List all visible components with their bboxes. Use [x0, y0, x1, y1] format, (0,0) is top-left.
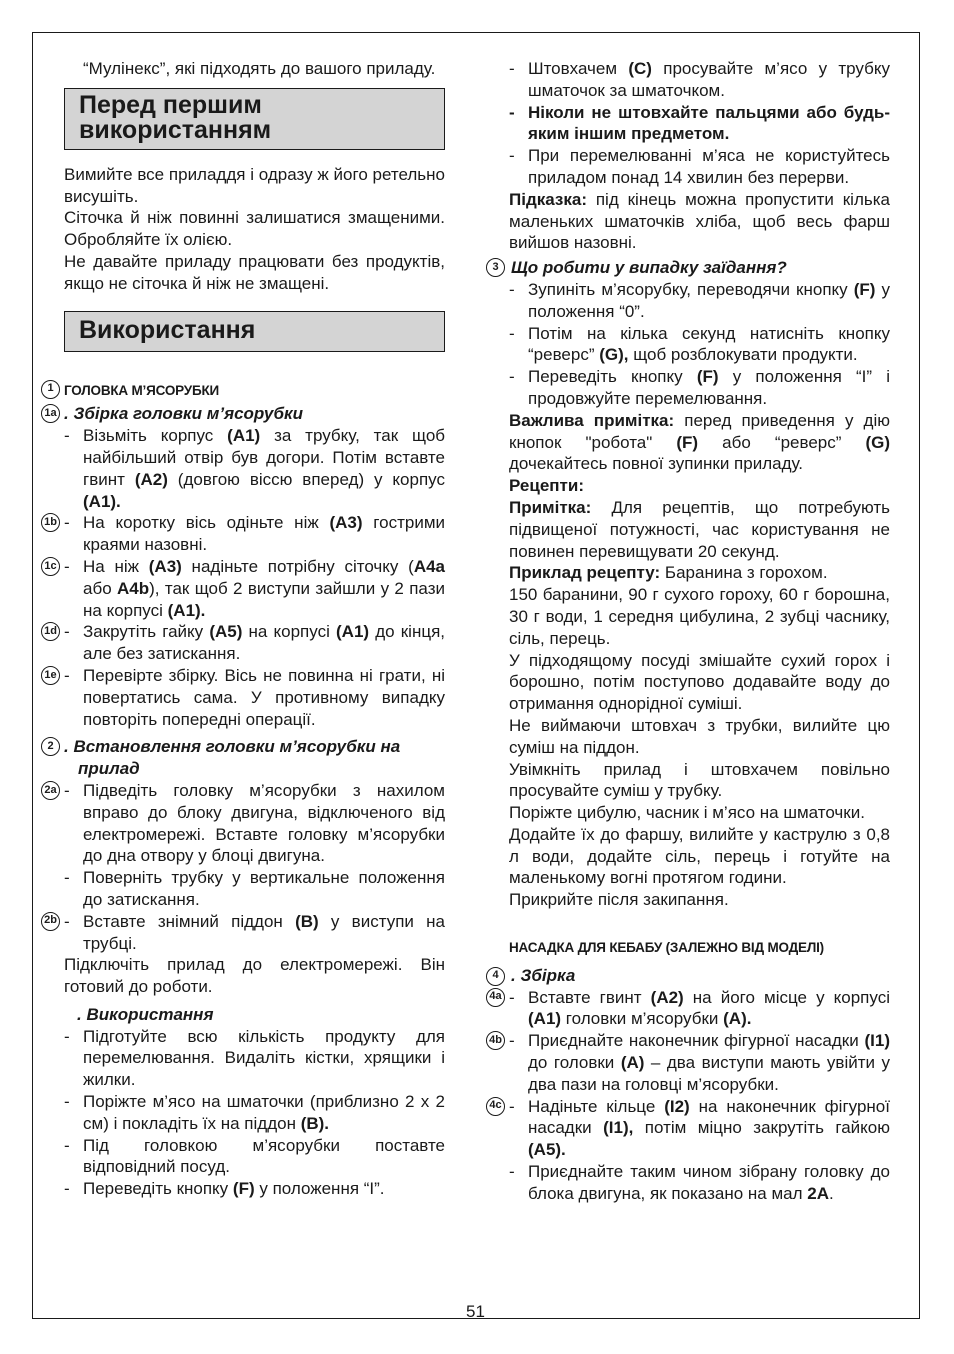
step-badge-1e: 1e: [41, 666, 60, 685]
bullet-dash: -: [64, 780, 70, 800]
bullet-dash: -: [509, 1162, 515, 1182]
step-badge-2b: 2b: [41, 912, 60, 931]
bullet-dash: -: [64, 426, 70, 446]
use-steps: [64, 1026, 445, 1200]
bullet-dash: -: [509, 323, 515, 343]
list-item: [64, 1135, 445, 1179]
paragraph: Сіточка й ніж повинні залишатися змащеними. Обробляйте їх олією.: [64, 208, 445, 250]
list-item: [44, 556, 445, 621]
step-badge-4: 4: [486, 967, 505, 986]
list-item-text: Надіньте кільце (I2) на наконечник фігурної насадки (I1), потім міцно закрутіть гайкою (A5).: [528, 1096, 890, 1160]
step-badge-2: 2: [41, 737, 60, 756]
recipe-note: Примітка: Для рецептів, що потребують підвищеної потужності, час користування не повинен перевищувати 20 секунд.: [509, 497, 890, 561]
step-badge-1a: 1a: [41, 404, 60, 423]
bullet-dash: -: [509, 987, 515, 1007]
step-badge-1c: 1c: [41, 557, 60, 576]
recipe-paragraph: Прикрийте після закипання.: [509, 890, 729, 910]
list-item-text: Перевірте збірку. Вісь не повинна ні грати, ні повертатись сама. У противному випадку повторіть попередні операції.: [83, 665, 445, 729]
list-item: [509, 279, 890, 323]
bullet-dash: -: [509, 279, 515, 299]
list-item: [509, 145, 890, 189]
list-item-text: Поріжте м’ясо на шматочки (приблизно 2 x 2 см) і покладіть їх на піддон (B).: [83, 1092, 445, 1133]
bullet-dash: -: [64, 513, 70, 533]
recipe-paragraph: Додайте їх до фаршу, вилийте у каструлю з 0,8 л води, додайте сіль, перець і готуйте на маленькому вогні протягом години.: [509, 824, 890, 888]
list-item: [509, 58, 890, 102]
list-item-text: Під головкою м’ясорубки поставте відповідний посуд.: [83, 1135, 445, 1177]
list-item-text: Зупиніть м’ясорубку, переводячи кнопку (F) у положення “0”.: [528, 279, 890, 321]
page-number: 51: [466, 1302, 485, 1321]
kebab-heading: НАСАДКА ДЛЯ КЕБАБУ (ЗАЛЕЖНО ВІД МОДЕЛІ): [509, 940, 824, 956]
use-steps-continued: [509, 58, 890, 189]
important-note: Важлива примітка: перед приведення у дію кнопок "робота" (F) або “реверс” (G) дочекайтесь повної зупинки приладу.: [509, 410, 891, 474]
subheading-assembly: [41, 403, 445, 425]
list-item-text: При перемелюванні м’яса не користуйтесь приладом понад 14 хвилин без перерви.: [528, 146, 890, 187]
list-item-text: Вставте гвинт (A2) на його місце у корпусі (A1) головки м’ясорубки (A).: [528, 987, 890, 1029]
bullet-dash: -: [64, 911, 70, 931]
bullet-dash: -: [64, 622, 70, 642]
subheading-grinder-head: [41, 379, 445, 402]
recipe-example-title: Приклад рецепту: Баранина з горохом.: [509, 563, 828, 583]
list-item-text: Підготуйте всю кількість продукту для перемелювання. Видаліть кістки, хрящики і жилки.: [83, 1026, 445, 1090]
kebab-steps: [489, 987, 891, 1205]
list-item: [44, 621, 445, 665]
subheading-text: . Збірка: [511, 965, 576, 985]
step-badge-3: 3: [486, 258, 505, 277]
bullet-dash: -: [64, 1092, 70, 1112]
section-heading-usage: [64, 311, 445, 352]
subheading-text: . Встановлення головки м’ясорубки на прилад: [64, 737, 401, 779]
list-item: [44, 512, 446, 556]
list-item-text: Візьміть корпус (A1) за трубку, так щоб найбільший отвір був догори. Потім вставте гвинт (A2) (довгою віссю вперед) у корпус (A1).: [83, 426, 446, 511]
recipes-label: Рецепти:: [509, 476, 584, 496]
connect-text: Підключіть прилад до електромережі. Він готовий до роботи.: [64, 955, 445, 997]
bullet-dash: -: [64, 1026, 70, 1046]
bullet-dash: -: [509, 146, 515, 166]
step-badge-2a: 2a: [41, 781, 60, 800]
subheading-mount-head: [41, 736, 445, 780]
list-item-text: Поверніть трубку у вертикальне положення до затискання.: [83, 868, 445, 909]
bullet-dash: -: [509, 1031, 515, 1051]
list-item: [44, 911, 445, 955]
assembly-steps: [44, 425, 446, 730]
list-item: [64, 1091, 445, 1135]
list-item: [44, 780, 445, 867]
paragraph: Не давайте приладу працювати без продуктів, якщо не сіточка й ніж не змащені.: [64, 251, 445, 293]
list-item: [509, 102, 890, 146]
intro-text: “Мулінекс”, які підходять до вашого приладу.: [83, 59, 436, 78]
heading-text: Використання: [79, 315, 256, 344]
list-item-text: На коротку вісь одіньте ніж (A3) гострими краями назовні.: [83, 513, 446, 555]
list-item: [64, 425, 445, 512]
recipe-paragraph: У підходящому посуді змішайте сухий горох і борошно, потім поступово додавайте воду до отримання однорідної суміші.: [509, 650, 890, 714]
hint-paragraph: Підказка: під кінець можна пропустити кілька маленьких шматочків хліба, щоб весь фарш вийшов назовні.: [509, 189, 890, 253]
step-badge-4c: 4c: [486, 1097, 505, 1116]
list-item-text: Підведіть головку м’ясорубки з нахилом вправо до блоку двигуна, відключеного від електромережі. Вставте головку м’ясорубки до дна отвору у блоці двигуна.: [83, 780, 445, 866]
list-item-text: Штовхачем (C) просувайте м’ясо у трубку шматочок за шматочком.: [528, 59, 890, 100]
recipe-paragraph: Не виймаючи штовхач з трубки, вилийте цю суміш на піддон.: [509, 715, 890, 757]
list-item: [64, 1178, 445, 1200]
bullet-dash: -: [509, 102, 515, 122]
mount-steps: [44, 780, 445, 954]
bullet-dash: -: [509, 59, 515, 78]
bullet-dash: -: [64, 868, 70, 888]
recipe-paragraph: Поріжте цибулю, часник і м’ясо на шматочки.: [509, 803, 865, 823]
paragraph: Вимийте все приладдя і одразу ж його ретельно висушіть.: [64, 164, 445, 206]
list-item: [64, 867, 445, 911]
list-item: [509, 366, 890, 410]
left-column: [44, 58, 446, 1200]
list-item: [489, 1030, 891, 1095]
section-heading-before-first-use: [64, 88, 445, 150]
list-item-text: Переведіть кнопку (F) у положення “I” і продовжуйте перемелювання.: [528, 367, 891, 408]
list-item-text: Потім на кілька секунд натисніть кнопку “реверс” (G), щоб розблокувати продукти.: [528, 323, 890, 365]
step-badge-4a: 4a: [486, 988, 505, 1007]
bullet-dash: -: [509, 1096, 515, 1116]
list-item-text: Переведіть кнопку (F) у положення “I”.: [83, 1179, 385, 1199]
bullet-dash: -: [64, 1135, 70, 1155]
list-item-text: Закрутіть гайку (A5) на корпусі (A1) до кінця, але без затискання.: [83, 622, 445, 664]
bullet-dash: -: [64, 1179, 70, 1199]
step-badge-4b: 4b: [486, 1031, 505, 1050]
recipe-paragraphs: [509, 584, 890, 911]
list-item-text: Приєднайте таким чином зібрану головку до блока двигуна, як показано на мал 2A.: [528, 1162, 890, 1203]
subheading-text: Що робити у випадку заїдання?: [511, 258, 787, 278]
step-badge-1d: 1d: [41, 622, 60, 641]
before-use-paragraphs: [64, 164, 445, 295]
list-item: [44, 665, 445, 730]
subheading-kebab-assembly: [486, 965, 890, 987]
list-item: [64, 1026, 445, 1091]
jamming-steps: [509, 279, 890, 410]
subheading-text: . Збірка головки м’ясорубки: [64, 404, 304, 424]
bullet-dash: -: [64, 556, 70, 576]
heading-line-1: Перед першим: [79, 90, 262, 119]
subheading-text: ГОЛОВКА М’ЯСОРУБКИ: [64, 382, 219, 398]
list-item-text: Ніколи не штовхайте пальцями або будь-яким іншим предметом.: [528, 102, 890, 144]
list-item-text: Приєднайте наконечник фігурної насадки (I1) до головки (A) – два виступи мають увійти у два пази на головці м’ясорубки.: [528, 1031, 891, 1094]
subheading-jamming: [486, 257, 890, 279]
step-number-badge: 1: [41, 380, 60, 399]
step-badge-1b: 1b: [41, 513, 60, 532]
list-item-text: На ніж (A3) надіньте потрібну сіточку (A4a або A4b), так щоб 2 виступи зайшли у 2 пази на корпусі (A1).: [83, 556, 445, 620]
list-item: [489, 987, 890, 1031]
right-column: [489, 58, 891, 1205]
recipe-paragraph: Увімкніть прилад і штовхачем повільно просувайте суміш у трубку.: [509, 759, 890, 801]
list-item: [509, 323, 890, 367]
subheading-use: . Використання: [77, 1004, 214, 1024]
heading-line-2: використанням: [79, 115, 272, 144]
bullet-dash: -: [509, 367, 515, 387]
list-item: [509, 1161, 890, 1205]
recipe-paragraph: 150 баранини, 90 г сухого гороху, 60 г борошна, 30 г води, 1 середня цибулина, 2 зубці часнику, сіль, перець.: [509, 585, 890, 648]
list-item-text: Вставте знімний піддон (B) у виступи на трубці.: [83, 911, 445, 953]
bullet-dash: -: [64, 665, 70, 685]
list-item: [489, 1096, 890, 1161]
